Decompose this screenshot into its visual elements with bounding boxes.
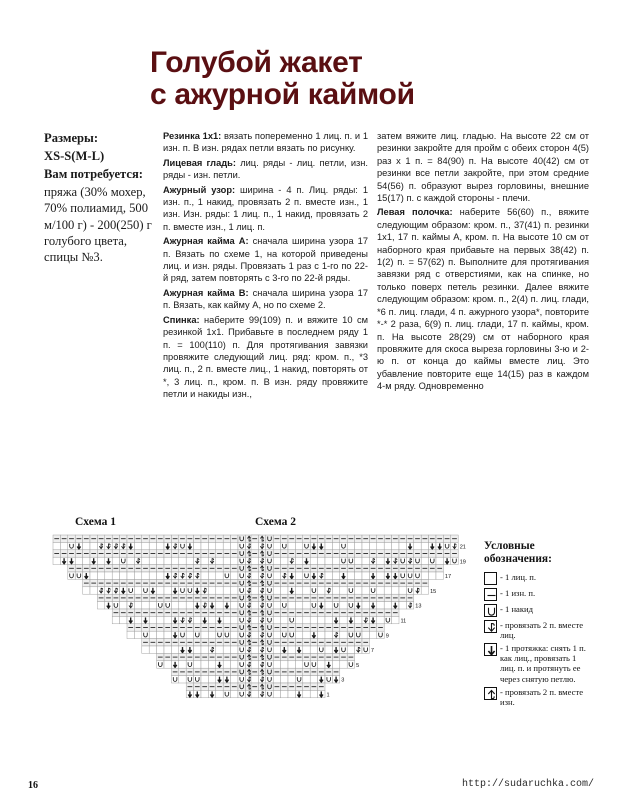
middle-paragraph: Резинка 1x1: вязать попеременно 1 лиц. п. и 1 изн. п. В изн. рядах петли вязать по рисунку. bbox=[163, 131, 368, 154]
legend-item-list bbox=[484, 571, 594, 707]
legend-item bbox=[484, 587, 594, 601]
legend-title: Условные обозначения: bbox=[484, 540, 552, 566]
legend-item-label: - провязать 2 п. вместе лиц. bbox=[500, 619, 584, 641]
legend-item-label: - 1 протяжка: снять 1 п. как лиц., провязать 1 лиц. п. и протянуть ее через снятую петлю. bbox=[500, 643, 586, 684]
instructions-column-middle bbox=[163, 130, 368, 403]
schema2-title: Схема 2 bbox=[255, 516, 297, 528]
svg-text:15: 15 bbox=[430, 588, 437, 595]
page-title bbox=[150, 48, 570, 110]
svg-text:9: 9 bbox=[385, 633, 389, 640]
paragraph-heading: Ажурная кайма A: bbox=[163, 236, 249, 247]
legend-item bbox=[484, 571, 594, 585]
svg-text:17: 17 bbox=[444, 574, 452, 581]
svg-text:13: 13 bbox=[415, 603, 422, 610]
paragraph-heading: Левая полочка: bbox=[377, 207, 453, 218]
schema1-title: Схема 1 bbox=[75, 516, 117, 528]
legend-item-label: - провязать 2 п. вместе изн. bbox=[500, 686, 584, 707]
paragraph-heading: Спинка: bbox=[163, 314, 200, 325]
materials-text: пряжа (30% мохер, 70% полиамид, 500 м/100 г) - 200(250) г голубого цвета, спицы №3. bbox=[44, 185, 152, 264]
schema1-chart bbox=[52, 534, 277, 699]
svg-text:3: 3 bbox=[341, 677, 345, 684]
minus-icon bbox=[484, 588, 497, 601]
schema2-chart bbox=[250, 534, 475, 699]
svg-text:21: 21 bbox=[459, 544, 466, 551]
paragraph-heading: Лицевая гладь: bbox=[163, 157, 236, 168]
sizes-value: XS-S(M-L) bbox=[44, 149, 105, 164]
legend-item-label: - 1 изн. п. bbox=[500, 587, 536, 598]
paragraph-heading: Ажурный узор: bbox=[163, 184, 236, 195]
middle-paragraph: Ажурная кайма A: сначала ширина узора 17 п. Вязать по схеме 1, на которой приведены лиц. и изн. ряды. Провязать 1 раз с 1-го по 22-й ряд, затем повторять с 3-го по 22-й ряды. bbox=[163, 236, 368, 284]
instructions-column-right bbox=[377, 130, 589, 395]
middle-paragraph: Ажурный узор: ширина - 4 п. Лиц. ряды: 1 изн. п., 1 накид, провязать 2 п. вместе изн., 1 изн. Изн. ряды: 1 лиц. п., 1 накид, провязать 2 п. вместе изн., 1 лиц. п. bbox=[163, 184, 368, 232]
legend-item-label: - 1 лиц. п. bbox=[500, 571, 536, 582]
svg-text:19: 19 bbox=[459, 559, 466, 566]
p2tog-icon bbox=[484, 687, 497, 700]
title-line-1: Голубой жакет bbox=[150, 46, 363, 79]
blank-icon bbox=[484, 572, 497, 585]
svg-text:7: 7 bbox=[370, 648, 375, 655]
yarnover-icon bbox=[484, 604, 497, 617]
legend-item bbox=[484, 642, 594, 684]
legend-box bbox=[484, 540, 594, 709]
svg-text:1: 1 bbox=[326, 692, 330, 699]
middle-paragraph: Спинка: наберите 99(109) п. и вяжите 10 см резинкой 1x1. Прибавьте в последнем ряду 1 п. = 100(110) п. Для протягивания завязки провяжите следующий лиц. ряд: кром. п., *3 лиц. п., 2 п. вместе лиц., 1 накид, повторять от *, 3 лиц. п., кром. п. В изн. ряду провяжите петли и накиды изн., bbox=[163, 314, 368, 400]
materials-label: Вам потребуется: bbox=[44, 167, 143, 182]
legend-item-label: - 1 накид bbox=[500, 603, 534, 614]
paragraph-heading: Ажурная кайма B: bbox=[163, 287, 249, 298]
svg-text:11: 11 bbox=[400, 618, 407, 625]
sizes-label: Размеры: bbox=[44, 131, 99, 145]
paragraph-heading: Резинка 1x1: bbox=[163, 131, 222, 141]
ssk-icon bbox=[484, 643, 497, 656]
source-url: http://sudaruchka.com/ bbox=[461, 779, 594, 790]
middle-paragraph: Лицевая гладь: лиц. ряды - лиц. петли, изн. ряды - изн. петли. bbox=[163, 157, 368, 181]
legend-item bbox=[484, 686, 594, 707]
right-paragraph: Левая полочка: наберите 56(60) п., вяжите следующим образом: кром. п., 37(41) п. резинки 1x1, 17 п. каймы A, кром. п. На высоте 10 см от наборного края прибавьте на первых 38(42) п. 1(2) п. = 57(62) п. Выполните для протягивания завязки ряд с отверстиями, как на спинке, но только поверх петель резинки. Далее вяжите следующим образом: кром. п., 2(4) п. лиц. глади, *6 п. лиц. глади, 4 п. ажурного узора*, повторите *-* 2 раза, 6(9) п. лиц. глади, 17 п. каймы, кром. п. На высоте 28(29) см от наборного края провяжите для скоса выреза горловины 3-ю и 2-ю п. от конца до каймы вместе лиц. Это убавление повторите еще 14(15) раз в каждом 4-м ряду. Одновременно bbox=[377, 207, 589, 392]
page-number: 16 bbox=[28, 780, 38, 791]
k2tog-icon bbox=[484, 620, 497, 633]
middle-paragraph: Ажурная кайма B: сначала ширина узора 17 п. Вязать, как кайму A, но по схеме 2. bbox=[163, 287, 368, 311]
materials-column bbox=[44, 130, 152, 267]
legend-item bbox=[484, 619, 594, 640]
svg-text:5: 5 bbox=[356, 662, 360, 669]
right-paragraph: затем вяжите лиц. гладью. На высоте 22 см от резинки закройте для пройм с обеих сторон 4(5) раз х 1 п. = 84(90) п. На высоте 40(42) см от резинки все петли закройте, при этом средние 54(56) п. образуют вырез горловины, внешние 15(17) п. с каждой стороны - плечи. bbox=[377, 131, 589, 204]
title-line-2: с ажурной каймой bbox=[150, 77, 415, 111]
legend-item bbox=[484, 603, 594, 617]
